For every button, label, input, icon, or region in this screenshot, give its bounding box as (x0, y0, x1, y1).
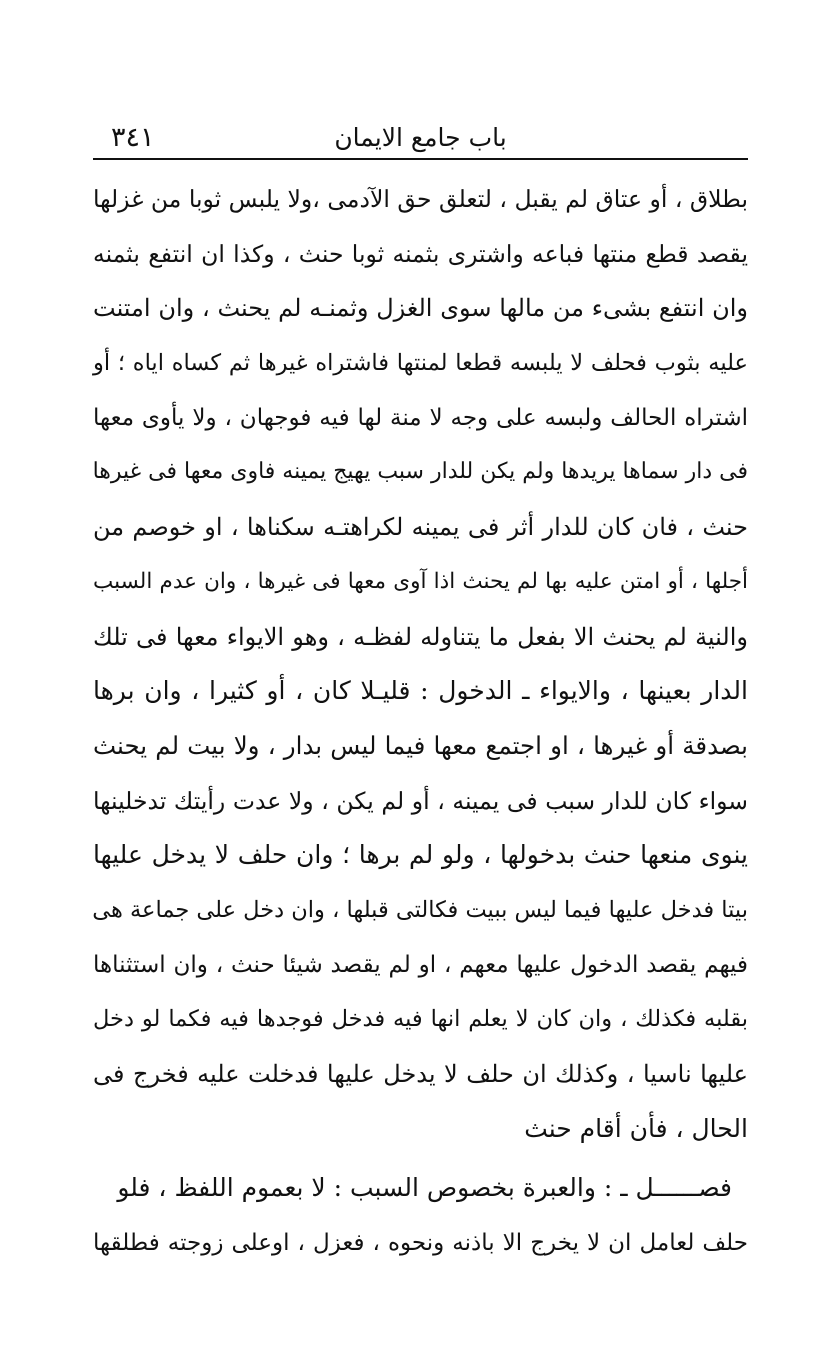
text-line: بيتا فدخل عليها فيما ليس ببيت فكالتى قبلها ، وان دخل على جماعة هى (92, 896, 748, 923)
text-line: حلف لعامل ان لا يخرج الا باذنه ونحوه ، فعزل ، اوعلى زوجته فطلقها (93, 1229, 748, 1256)
body-text (93, 172, 748, 1156)
header-rule (93, 158, 748, 160)
text-line: حنث ، فان كان للدار أثر فى يمينه لكراهتـه سكناها ، او خوصم من (93, 513, 748, 542)
text-line: اشتراه الحالف ولبسه على وجه لا منة لها فيه فوجهان ، ولا يأوى معها (93, 404, 748, 431)
page-number: ٣٤١ (111, 122, 155, 153)
text-line: عليه بثوب فحلف لا يلبسه قطعا لمنتها فاشتراه غيرها ثم كساه اياه ؛ أو (93, 350, 748, 377)
text-line: والنية لم يحنث الا بفعل ما يتناوله لفظـه ، وهو الايواء معها فى تلك (93, 622, 748, 651)
text-line: أجلها ، أو امتن عليه بها لم يحنث اذا آوى معها فى غيرها ، وان عدم السبب (93, 568, 748, 594)
text-line: سواء كان للدار سبب فى يمينه ، أو لم يكن ، ولا عدت رأيتك تدخلينها (93, 786, 748, 815)
text-line: بطلاق ، أو عتاق لم يقبل ، لتعلق حق الآدمى ،ولا يلبس ثوبا من غزلها (93, 185, 748, 213)
text-line: فيهم يقصد الدخول عليها معهم ، او لم يقصد شيئا حنث ، وان استثناها (93, 951, 748, 978)
running-header (93, 118, 748, 158)
section-paragraph (93, 1161, 748, 1270)
text-line: فى دار سماها يريدها ولم يكن للدار سبب يهيج يمينه فاوى معها فى غيرها (92, 459, 748, 485)
chapter-title: باب جامع الايمان (334, 123, 507, 152)
text-line: الدار بعينها ، والايواء ـ الدخول : قليـلا كان ، أو كثيرا ، وان برها (93, 676, 748, 706)
text-line: بصدقة أو غيرها ، او اجتمع معها فيما ليس بدار ، ولا بيت لم يحنث (93, 730, 748, 760)
text-line: الحال ، فأن أقام حنث (524, 1113, 748, 1143)
section-heading-line: فصــــــل ـ : والعبرة بخصوص السبب : لا بعموم اللفظ ، فلو (117, 1173, 732, 1202)
text-line: وان انتفع بشىء من مالها سوى الغزل وثمنـه لم يحنث ، وان امتنت (93, 294, 748, 323)
text-line: بقلبه فكذلك ، وان كان لا يعلم انها فيه فدخل فوجدها فيه فكما لو دخل (93, 1006, 748, 1033)
text-line: يقصد قطع منتها فباعه واشترى بثمنه ثوبا حنث ، وكذا ان انتفع بثمنه (93, 239, 748, 268)
text-line: عليها ناسيا ، وكذلك ان حلف لا يدخل عليها فدخلت عليه فخرج فى (93, 1060, 748, 1088)
text-line: ينوى منعها حنث بدخولها ، ولو لم برها ؛ وان حلف لا يدخل عليها (93, 840, 748, 870)
